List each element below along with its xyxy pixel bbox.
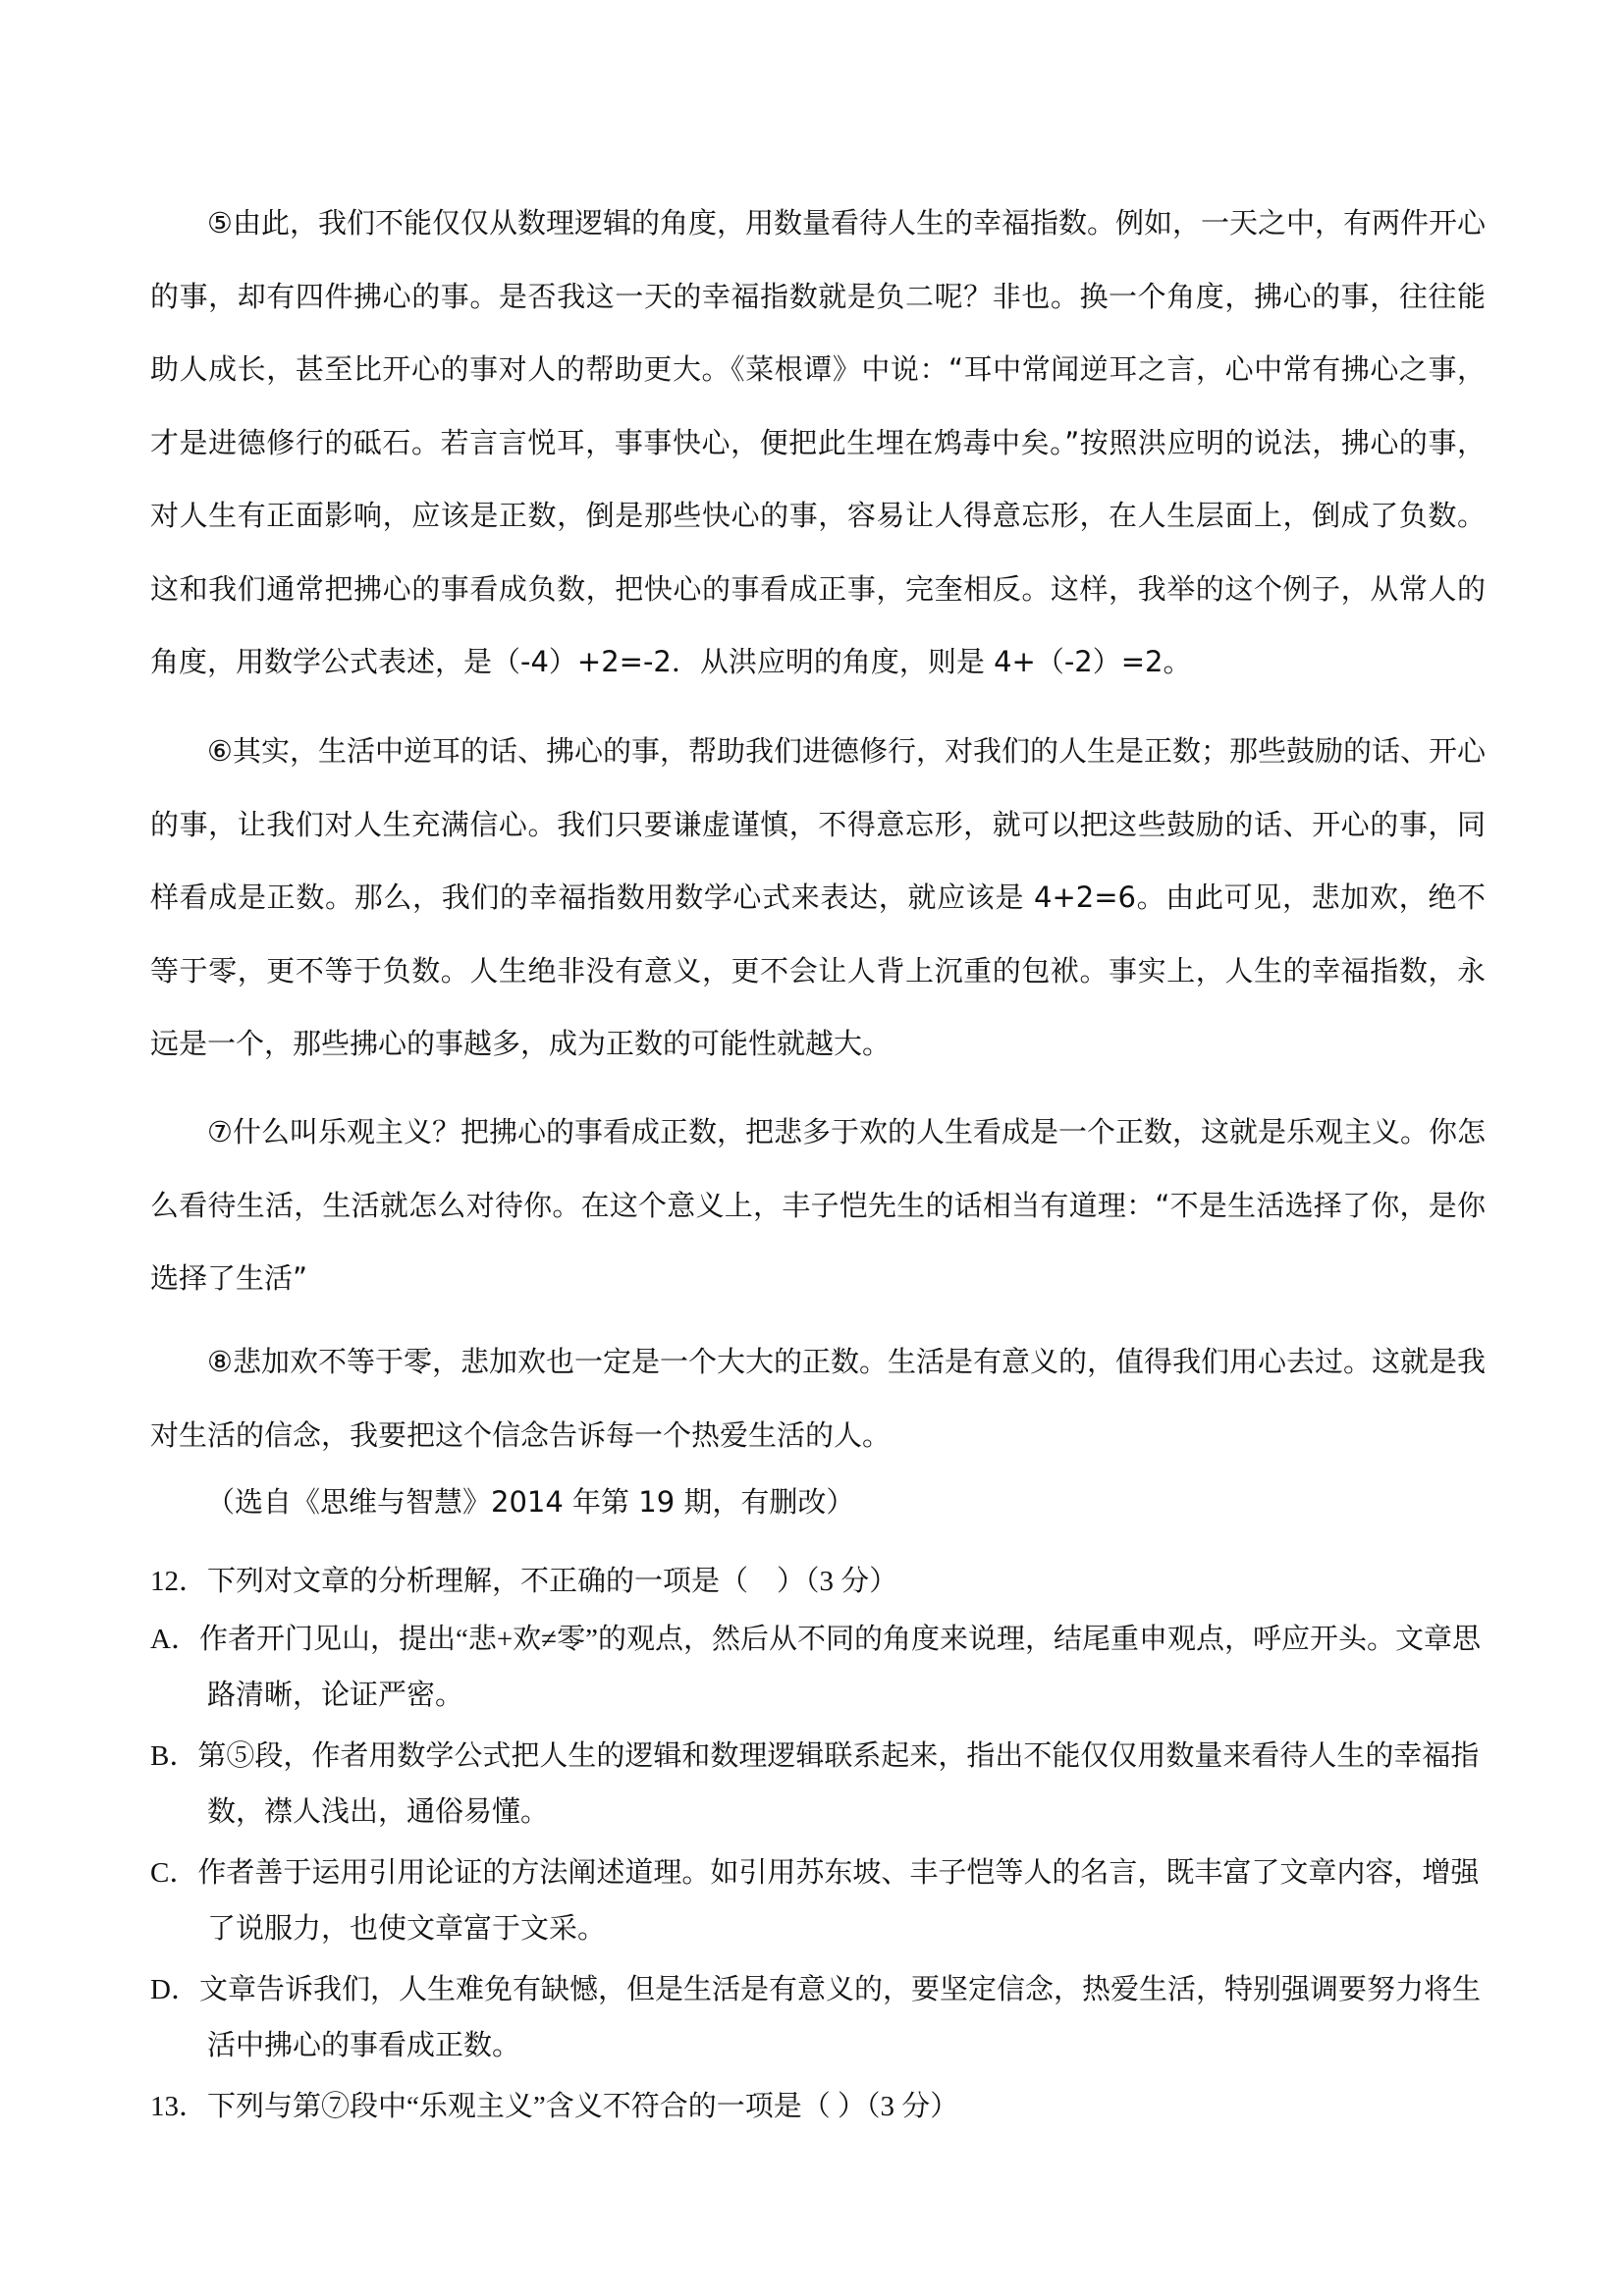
question-12-option-b: B．第⑤段，作者用数学公式把人生的逻辑和数理逻辑联系起来，指出不能仅仅用数量来看待人生的幸福指数，襟人浅出，通俗易懂。 xyxy=(150,1740,1480,1828)
question-12-option-a: A．作者开门见山，提出“悲+欢≠零”的观点，然后从不同的角度来说理，结尾重申观点，呼应开头。文章思路清晰，论证严密。 xyxy=(150,1624,1481,1711)
question-12-stem: 12．下列对文章的分析理解，不正确的一项是（ ）（3 分） xyxy=(150,1566,898,1597)
question-12-option-c: C．作者善于运用引用论证的方法阐述道理。如引用苏东坡、丰子恺等人的名言，既丰富了文章内容，增强了说服力，也使文章富于文采。 xyxy=(150,1857,1480,1945)
paragraph-6: ⑥其实，生活中逆耳的话、拂心的事，帮助我们进德修行，对我们的人生是正数；那些鼓励的话、开心的事，让我们对人生充满信心。我们只要谦虚谨慎，不得意忘形，就可以把这些鼓励的话、开心的事，同样看成是正数。那么，我们的幸福指数用数学心式来表达，就应该是 4+2=6。由此可见，悲加欢，绝不等于零，更不等于负数。人生绝非没有意义，更不会让人背上沉重的包袱。事实上，人生的幸福指数，永远是一个，那些拂心的事越多，成为正数的可能性就越大。 xyxy=(150,734,1486,1060)
paragraph-8: ⑧悲加欢不等于零，悲加欢也一定是一个大大的正数。生活是有意义的，值得我们用心去过。这就是我对生活的信念，我要把这个信念告诉每一个热爱生活的人。 xyxy=(150,1345,1486,1452)
article-source: （选自《思维与智慧》2014 年第 19 期，有删改） xyxy=(206,1485,855,1519)
paragraph-7: ⑦什么叫乐观主义？把拂心的事看成正数，把悲多于欢的人生看成是一个正数，这就是乐观主义。你怎么看待生活，生活就怎么对待你。在这个意义上，丰子恺先生的话相当有道理：“不是生活选择了你，是你选择了生活” xyxy=(150,1115,1486,1295)
question-13-stem: 13．下列与第⑦段中“乐观主义”含义不符合的一项是（ ）（3 分） xyxy=(150,2091,959,2122)
question-12-option-d: D．文章告诉我们，人生难免有缺憾，但是生活是有意义的，要坚定信念，热爱生活，特别强调要努力将生活中拂心的事看成正数。 xyxy=(150,1974,1481,2061)
paragraph-5: ⑤由此，我们不能仅仅从数理逻辑的角度，用数量看待人生的幸福指数。例如，一天之中，有两件开心的事，却有四件拂心的事。是否我这一天的幸福指数就是负二呢？非也。换一个角度，拂心的事，往往能助人成长，甚至比开心的事对人的帮助更大。《菜根谭》中说：“耳中常闻逆耳之言，心中常有拂心之事，才是进德修行的砥石。若言言悦耳，事事快心，便把此生埋在鸩毒中矣。”按照洪应明的说法，拂心的事，对人生有正面影响，应该是正数，倒是那些快心的事，容易让人得意忘形，在人生层面上，倒成了负数。这和我们通常把拂心的事看成负数，把快心的事看成正事，完奎相反。这样，我举的这个例子，从常人的角度，用数学公式表述，是（-4）+2=-2．从洪应明的角度，则是 4+（-2）=2。 xyxy=(150,206,1486,678)
